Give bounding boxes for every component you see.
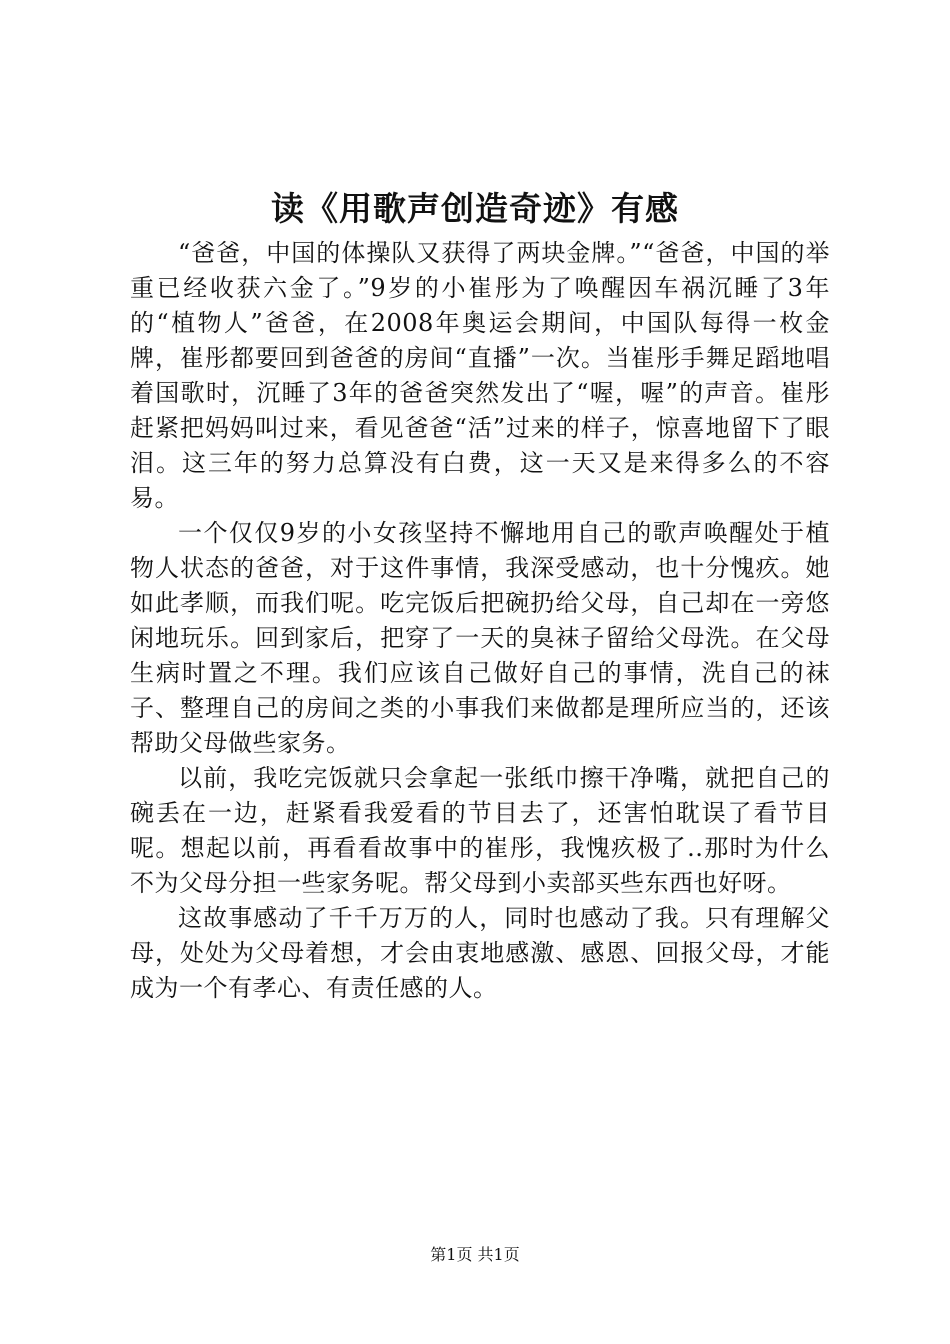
paragraph-1: “爸爸，中国的体操队又获得了两块金牌。”“爸爸，中国的举重已经收获六金了。”9岁的小崔彤为了唤醒因车祸沉睡了3年的“植物人”爸爸，在2008年奥运会期间，中国队每得一枚金牌，崔彤都要回到爸爸的房间“直播”一次。当崔彤手舞足蹈地唱着国歌时，沉睡了3年的爸爸突然发出了“喔，喔”的声音。崔彤赶紧把妈妈叫过来，看见爸爸“活”过来的样子，惊喜地留下了眼泪。这三年的努力总算没有白费，这一天又是来得多么的不容易。 bbox=[130, 239, 830, 512]
document-title: 读《用歌声创造奇迹》有感 bbox=[271, 189, 679, 228]
paragraph-3: 以前，我吃完饭就只会拿起一张纸巾擦干净嘴，就把自己的碗丢在一边，赶紧看我爱看的节目去了，还害怕耽误了看节目呢。想起以前，再看看故事中的崔彤，我愧疚极了..那时为什么不为父母分担一些家务呢。帮父母到小卖部买些东西也好呀。 bbox=[130, 764, 830, 897]
paragraph-2: 一个仅仅9岁的小女孩坚持不懈地用自己的歌声唤醒处于植物人状态的爸爸，对于这件事情，我深受感动，也十分愧疚。她如此孝顺，而我们呢。吃完饭后把碗扔给父母，自己却在一旁悠闲地玩乐。回到家后，把穿了一天的臭袜子留给父母洗。在父母生病时置之不理。我们应该自己做好自己的事情，洗自己的袜子、整理自己的房间之类的小事我们来做都是理所应当的，还该帮助父母做些家务。 bbox=[130, 519, 830, 757]
page-footer: 第1页 共1页 bbox=[430, 1245, 520, 1264]
document-body bbox=[130, 236, 830, 1006]
paragraph-4: 这故事感动了千千万万的人，同时也感动了我。只有理解父母，处处为父母着想，才会由衷地感激、感恩、回报父母，才能成为一个有孝心、有责任感的人。 bbox=[130, 904, 830, 1002]
